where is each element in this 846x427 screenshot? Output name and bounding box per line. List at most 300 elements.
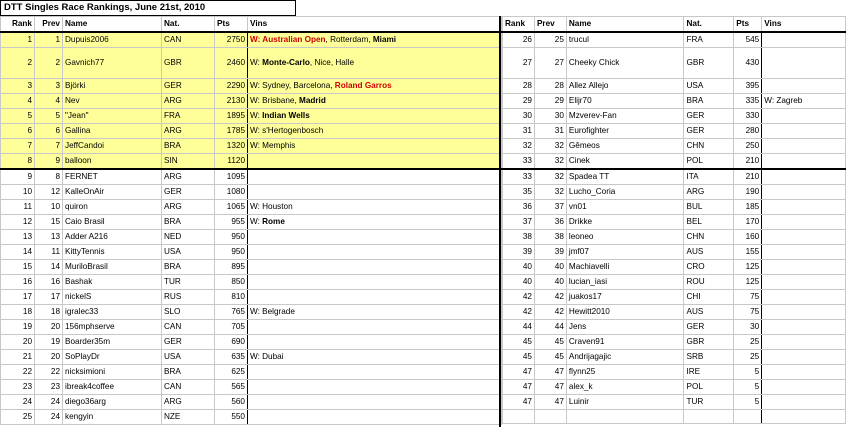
prev-cell[interactable]: 32 [534, 185, 566, 200]
nat-cell[interactable]: CRO [684, 260, 734, 275]
pts-cell[interactable]: 125 [734, 275, 762, 290]
pts-cell[interactable]: 560 [215, 395, 248, 410]
rank-cell[interactable]: 33 [503, 169, 535, 185]
nat-cell[interactable]: BUL [684, 200, 734, 215]
rank-cell[interactable]: 40 [503, 260, 535, 275]
prev-cell[interactable]: 16 [35, 275, 63, 290]
vins-cell[interactable] [248, 32, 502, 48]
nat-cell[interactable]: BRA [684, 94, 734, 109]
prev-cell[interactable]: 20 [35, 350, 63, 365]
pts-cell[interactable]: 705 [215, 320, 248, 335]
nat-cell[interactable]: GER [162, 79, 215, 94]
rank-cell[interactable]: 5 [1, 109, 35, 124]
pts-cell[interactable]: 430 [734, 48, 762, 79]
pts-cell[interactable]: 2290 [215, 79, 248, 94]
name-cell[interactable]: vn01 [566, 200, 684, 215]
vins-cell[interactable] [762, 48, 846, 79]
nat-cell[interactable]: AUS [684, 245, 734, 260]
pts-cell[interactable]: 5 [734, 365, 762, 380]
prev-cell[interactable]: 22 [35, 365, 63, 380]
vins-cell[interactable] [248, 275, 502, 290]
rank-cell[interactable]: 47 [503, 365, 535, 380]
pts-cell[interactable]: 810 [215, 290, 248, 305]
vins-cell[interactable] [762, 139, 846, 154]
pts-cell[interactable]: 335 [734, 94, 762, 109]
pts-cell[interactable]: 1065 [215, 200, 248, 215]
name-cell[interactable]: 156mphserve [63, 320, 162, 335]
rank-cell[interactable]: 38 [503, 230, 535, 245]
nat-cell[interactable]: RUS [162, 290, 215, 305]
name-cell[interactable]: Hewitt2010 [566, 305, 684, 320]
pts-cell[interactable]: 280 [734, 124, 762, 139]
nat-cell[interactable]: TUR [162, 275, 215, 290]
rank-cell[interactable]: 2 [1, 48, 35, 79]
vins-cell[interactable] [248, 109, 502, 124]
name-cell[interactable]: Drikke [566, 215, 684, 230]
nat-cell[interactable]: CHN [684, 139, 734, 154]
pts-cell[interactable]: 75 [734, 290, 762, 305]
prev-cell[interactable]: 7 [35, 139, 63, 154]
name-cell[interactable]: Gêmeos [566, 139, 684, 154]
name-cell[interactable]: lucian_iasi [566, 275, 684, 290]
rank-cell[interactable]: 19 [1, 320, 35, 335]
nat-cell[interactable]: GER [684, 124, 734, 139]
vins-cell[interactable] [762, 124, 846, 139]
rank-cell[interactable]: 47 [503, 395, 535, 410]
nat-cell[interactable]: POL [684, 380, 734, 395]
nat-cell[interactable]: ARG [162, 124, 215, 139]
prev-cell[interactable]: 15 [35, 215, 63, 230]
name-cell[interactable]: Gallina [63, 124, 162, 139]
vins-cell[interactable] [762, 395, 846, 410]
rank-cell[interactable]: 33 [503, 154, 535, 170]
prev-cell[interactable]: 24 [35, 410, 63, 425]
vins-cell[interactable] [762, 320, 846, 335]
prev-cell[interactable]: 36 [534, 215, 566, 230]
pts-cell[interactable]: 950 [215, 245, 248, 260]
vins-cell[interactable] [762, 230, 846, 245]
vins-cell[interactable] [248, 48, 502, 79]
vins-cell[interactable] [248, 335, 502, 350]
vins-cell[interactable] [762, 79, 846, 94]
name-cell[interactable]: Bashak [63, 275, 162, 290]
pts-cell[interactable]: 75 [734, 305, 762, 320]
vins-cell[interactable] [762, 109, 846, 124]
name-cell[interactable]: Caio Brasil [63, 215, 162, 230]
prev-cell[interactable]: 1 [35, 32, 63, 48]
rank-cell[interactable]: 13 [1, 230, 35, 245]
nat-cell[interactable]: USA [162, 350, 215, 365]
vins-cell[interactable] [762, 260, 846, 275]
prev-cell[interactable]: 27 [534, 48, 566, 79]
pts-cell[interactable]: 5 [734, 380, 762, 395]
name-cell[interactable]: Allez Allejo [566, 79, 684, 94]
prev-cell[interactable]: 5 [35, 109, 63, 124]
vins-cell[interactable] [248, 230, 502, 245]
pts-cell[interactable]: 5 [734, 395, 762, 410]
nat-cell[interactable]: TUR [684, 395, 734, 410]
name-cell[interactable]: Nev [63, 94, 162, 109]
nat-cell[interactable]: ARG [684, 185, 734, 200]
prev-cell[interactable]: 28 [534, 79, 566, 94]
vins-cell[interactable] [762, 350, 846, 365]
prev-cell[interactable]: 40 [534, 275, 566, 290]
rank-cell[interactable]: 45 [503, 335, 535, 350]
pts-cell[interactable]: 210 [734, 169, 762, 185]
rank-cell[interactable]: 36 [503, 200, 535, 215]
nat-cell[interactable]: USA [162, 245, 215, 260]
vins-cell[interactable] [248, 215, 502, 230]
pts-cell[interactable]: 25 [734, 335, 762, 350]
nat-cell[interactable]: CHI [684, 290, 734, 305]
prev-cell[interactable]: 39 [534, 245, 566, 260]
nat-cell[interactable]: CAN [162, 380, 215, 395]
prev-cell[interactable]: 32 [534, 169, 566, 185]
name-cell[interactable]: "Jean" [63, 109, 162, 124]
rank-cell[interactable]: 42 [503, 305, 535, 320]
prev-cell[interactable]: 4 [35, 94, 63, 109]
name-cell[interactable]: MuriloBrasil [63, 260, 162, 275]
name-cell[interactable]: quiron [63, 200, 162, 215]
pts-cell[interactable]: 955 [215, 215, 248, 230]
nat-cell[interactable]: USA [684, 79, 734, 94]
name-cell[interactable]: Luinir [566, 395, 684, 410]
nat-cell[interactable]: ARG [162, 169, 215, 185]
pts-cell[interactable]: 160 [734, 230, 762, 245]
nat-cell[interactable]: GER [162, 335, 215, 350]
vins-cell[interactable] [762, 365, 846, 380]
vins-cell[interactable] [248, 124, 502, 139]
nat-cell[interactable]: CHN [684, 230, 734, 245]
name-cell[interactable]: kengyin [63, 410, 162, 425]
rank-cell[interactable]: 6 [1, 124, 35, 139]
rank-cell[interactable]: 9 [1, 169, 35, 185]
rank-cell[interactable]: 16 [1, 275, 35, 290]
vins-cell[interactable] [762, 275, 846, 290]
prev-cell[interactable]: 45 [534, 350, 566, 365]
rank-cell[interactable]: 10 [1, 185, 35, 200]
nat-cell[interactable]: FRA [684, 32, 734, 48]
pts-cell[interactable]: 190 [734, 185, 762, 200]
rank-cell[interactable]: 26 [503, 32, 535, 48]
pts-cell[interactable]: 690 [215, 335, 248, 350]
rank-cell[interactable]: 37 [503, 215, 535, 230]
vins-cell[interactable] [248, 365, 502, 380]
pts-cell[interactable]: 1120 [215, 154, 248, 170]
prev-cell[interactable]: 6 [35, 124, 63, 139]
nat-cell[interactable]: ARG [162, 395, 215, 410]
name-cell[interactable] [566, 410, 684, 424]
rank-cell[interactable]: 3 [1, 79, 35, 94]
pts-cell[interactable]: 185 [734, 200, 762, 215]
vins-cell[interactable] [248, 290, 502, 305]
name-cell[interactable]: Andrijagajic [566, 350, 684, 365]
name-cell[interactable]: flynn25 [566, 365, 684, 380]
nat-cell[interactable]: ROU [684, 275, 734, 290]
name-cell[interactable]: balloon [63, 154, 162, 170]
rank-cell[interactable]: 8 [1, 154, 35, 170]
prev-cell[interactable]: 42 [534, 305, 566, 320]
name-cell[interactable]: KittyTennis [63, 245, 162, 260]
vins-cell[interactable] [762, 290, 846, 305]
pts-cell[interactable]: 850 [215, 275, 248, 290]
name-cell[interactable]: diego36arg [63, 395, 162, 410]
name-cell[interactable]: alex_k [566, 380, 684, 395]
rank-cell[interactable]: 30 [503, 109, 535, 124]
nat-cell[interactable]: GBR [162, 48, 215, 79]
vins-cell[interactable] [248, 139, 502, 154]
name-cell[interactable]: Elijr70 [566, 94, 684, 109]
name-cell[interactable]: Craven91 [566, 335, 684, 350]
prev-cell[interactable]: 3 [35, 79, 63, 94]
vins-cell[interactable] [762, 169, 846, 185]
rank-cell[interactable] [503, 410, 535, 424]
vins-cell[interactable] [248, 169, 502, 185]
vins-cell[interactable] [248, 380, 502, 395]
vins-cell[interactable] [762, 305, 846, 320]
rank-cell[interactable]: 23 [1, 380, 35, 395]
nat-cell[interactable]: IRE [684, 365, 734, 380]
vins-cell[interactable] [248, 410, 502, 425]
rank-cell[interactable]: 7 [1, 139, 35, 154]
prev-cell[interactable]: 19 [35, 335, 63, 350]
name-cell[interactable]: Mzverev-Fan [566, 109, 684, 124]
pts-cell[interactable]: 1080 [215, 185, 248, 200]
pts-cell[interactable]: 1785 [215, 124, 248, 139]
pts-cell[interactable]: 155 [734, 245, 762, 260]
nat-cell[interactable]: GER [684, 109, 734, 124]
pts-cell[interactable]: 395 [734, 79, 762, 94]
prev-cell[interactable]: 44 [534, 320, 566, 335]
pts-cell[interactable]: 1320 [215, 139, 248, 154]
name-cell[interactable]: KalleOnAir [63, 185, 162, 200]
pts-cell[interactable]: 2460 [215, 48, 248, 79]
rank-cell[interactable]: 32 [503, 139, 535, 154]
name-cell[interactable]: Machiavelli [566, 260, 684, 275]
vins-cell[interactable] [248, 79, 502, 94]
vins-cell[interactable] [762, 335, 846, 350]
pts-cell[interactable]: 125 [734, 260, 762, 275]
rank-cell[interactable]: 21 [1, 350, 35, 365]
pts-cell[interactable]: 625 [215, 365, 248, 380]
rank-cell[interactable]: 15 [1, 260, 35, 275]
name-cell[interactable]: juakos17 [566, 290, 684, 305]
prev-cell[interactable]: 17 [35, 290, 63, 305]
nat-cell[interactable]: GER [684, 320, 734, 335]
nat-cell[interactable]: SIN [162, 154, 215, 170]
rank-cell[interactable]: 20 [1, 335, 35, 350]
pts-cell[interactable]: 30 [734, 320, 762, 335]
prev-cell[interactable]: 32 [534, 139, 566, 154]
vins-cell[interactable] [248, 350, 502, 365]
pts-cell[interactable]: 635 [215, 350, 248, 365]
prev-cell[interactable]: 32 [534, 154, 566, 170]
name-cell[interactable]: Björki [63, 79, 162, 94]
prev-cell[interactable]: 25 [534, 32, 566, 48]
pts-cell[interactable]: 210 [734, 154, 762, 170]
prev-cell[interactable]: 29 [534, 94, 566, 109]
nat-cell[interactable]: BEL [684, 215, 734, 230]
rank-cell[interactable]: 27 [503, 48, 535, 79]
rank-cell[interactable]: 31 [503, 124, 535, 139]
prev-cell[interactable]: 18 [35, 305, 63, 320]
nat-cell[interactable]: NZE [162, 410, 215, 425]
prev-cell[interactable]: 40 [534, 260, 566, 275]
prev-cell[interactable]: 42 [534, 290, 566, 305]
pts-cell[interactable]: 950 [215, 230, 248, 245]
name-cell[interactable]: ibreak4coffee [63, 380, 162, 395]
name-cell[interactable]: Jens [566, 320, 684, 335]
pts-cell[interactable]: 765 [215, 305, 248, 320]
nat-cell[interactable]: SRB [684, 350, 734, 365]
vins-cell[interactable] [762, 380, 846, 395]
pts-cell[interactable]: 1095 [215, 169, 248, 185]
name-cell[interactable]: Eurofighter [566, 124, 684, 139]
nat-cell[interactable]: GER [162, 185, 215, 200]
vins-cell[interactable] [762, 94, 846, 109]
vins-cell[interactable] [248, 260, 502, 275]
prev-cell[interactable]: 47 [534, 380, 566, 395]
nat-cell[interactable]: CAN [162, 32, 215, 48]
nat-cell[interactable]: BRA [162, 365, 215, 380]
vins-cell[interactable] [248, 245, 502, 260]
vins-cell[interactable] [248, 305, 502, 320]
rank-cell[interactable]: 47 [503, 380, 535, 395]
name-cell[interactable]: Gavnich77 [63, 48, 162, 79]
prev-cell[interactable]: 47 [534, 395, 566, 410]
pts-cell[interactable]: 565 [215, 380, 248, 395]
nat-cell[interactable]: SLO [162, 305, 215, 320]
rank-cell[interactable]: 29 [503, 94, 535, 109]
vins-cell[interactable] [248, 94, 502, 109]
name-cell[interactable]: Lucho_Coria [566, 185, 684, 200]
prev-cell[interactable]: 30 [534, 109, 566, 124]
name-cell[interactable]: trucul [566, 32, 684, 48]
prev-cell[interactable]: 12 [35, 185, 63, 200]
nat-cell[interactable]: ARG [162, 200, 215, 215]
prev-cell[interactable]: 11 [35, 245, 63, 260]
name-cell[interactable]: SoPlayDr [63, 350, 162, 365]
vins-cell[interactable] [762, 185, 846, 200]
nat-cell[interactable]: NED [162, 230, 215, 245]
nat-cell[interactable]: POL [684, 154, 734, 170]
rank-cell[interactable]: 40 [503, 275, 535, 290]
nat-cell[interactable]: BRA [162, 215, 215, 230]
prev-cell[interactable]: 9 [35, 154, 63, 170]
vins-cell[interactable] [248, 320, 502, 335]
vins-cell[interactable] [762, 154, 846, 170]
prev-cell[interactable]: 14 [35, 260, 63, 275]
vins-cell[interactable] [762, 200, 846, 215]
rank-cell[interactable]: 35 [503, 185, 535, 200]
name-cell[interactable]: FERNET [63, 169, 162, 185]
name-cell[interactable]: Spadea TT [566, 169, 684, 185]
prev-cell[interactable]: 10 [35, 200, 63, 215]
rank-cell[interactable]: 45 [503, 350, 535, 365]
pts-cell[interactable]: 2130 [215, 94, 248, 109]
prev-cell[interactable]: 2 [35, 48, 63, 79]
nat-cell[interactable]: ARG [162, 94, 215, 109]
rank-cell[interactable]: 22 [1, 365, 35, 380]
pts-cell[interactable]: 550 [215, 410, 248, 425]
prev-cell[interactable]: 45 [534, 335, 566, 350]
name-cell[interactable]: JeffCandoi [63, 139, 162, 154]
vins-cell[interactable] [762, 32, 846, 48]
prev-cell[interactable]: 31 [534, 124, 566, 139]
prev-cell[interactable]: 24 [35, 395, 63, 410]
nat-cell[interactable]: BRA [162, 260, 215, 275]
prev-cell[interactable]: 13 [35, 230, 63, 245]
pts-cell[interactable]: 2750 [215, 32, 248, 48]
name-cell[interactable]: Adder A216 [63, 230, 162, 245]
name-cell[interactable]: Cinek [566, 154, 684, 170]
prev-cell[interactable]: 47 [534, 365, 566, 380]
vins-cell[interactable] [248, 395, 502, 410]
vins-cell[interactable] [248, 154, 502, 170]
rank-cell[interactable]: 14 [1, 245, 35, 260]
rank-cell[interactable]: 44 [503, 320, 535, 335]
vins-cell[interactable] [762, 245, 846, 260]
name-cell[interactable]: igralec33 [63, 305, 162, 320]
nat-cell[interactable] [684, 410, 734, 424]
vins-cell[interactable] [248, 185, 502, 200]
rank-cell[interactable]: 1 [1, 32, 35, 48]
name-cell[interactable]: nicksimioni [63, 365, 162, 380]
rank-cell[interactable]: 4 [1, 94, 35, 109]
nat-cell[interactable]: GBR [684, 48, 734, 79]
pts-cell[interactable]: 545 [734, 32, 762, 48]
name-cell[interactable]: leoneo [566, 230, 684, 245]
pts-cell[interactable]: 330 [734, 109, 762, 124]
name-cell[interactable]: Cheeky Chick [566, 48, 684, 79]
rank-cell[interactable]: 42 [503, 290, 535, 305]
rank-cell[interactable]: 17 [1, 290, 35, 305]
prev-cell[interactable]: 38 [534, 230, 566, 245]
name-cell[interactable]: Boarder35m [63, 335, 162, 350]
rank-cell[interactable]: 28 [503, 79, 535, 94]
name-cell[interactable]: Dupuis2006 [63, 32, 162, 48]
name-cell[interactable]: jmf07 [566, 245, 684, 260]
rank-cell[interactable]: 18 [1, 305, 35, 320]
prev-cell[interactable]: 8 [35, 169, 63, 185]
name-cell[interactable]: nickelS [63, 290, 162, 305]
nat-cell[interactable]: CAN [162, 320, 215, 335]
vins-cell[interactable] [762, 410, 846, 424]
rank-cell[interactable]: 25 [1, 410, 35, 425]
rank-cell[interactable]: 11 [1, 200, 35, 215]
pts-cell[interactable]: 250 [734, 139, 762, 154]
prev-cell[interactable]: 20 [35, 320, 63, 335]
nat-cell[interactable]: ITA [684, 169, 734, 185]
nat-cell[interactable]: GBR [684, 335, 734, 350]
pts-cell[interactable] [734, 410, 762, 424]
nat-cell[interactable]: FRA [162, 109, 215, 124]
pts-cell[interactable]: 25 [734, 350, 762, 365]
pts-cell[interactable]: 1895 [215, 109, 248, 124]
rank-cell[interactable]: 24 [1, 395, 35, 410]
nat-cell[interactable]: BRA [162, 139, 215, 154]
nat-cell[interactable]: AUS [684, 305, 734, 320]
rank-cell[interactable]: 12 [1, 215, 35, 230]
rank-cell[interactable]: 39 [503, 245, 535, 260]
prev-cell[interactable]: 23 [35, 380, 63, 395]
prev-cell[interactable]: 37 [534, 200, 566, 215]
vins-cell[interactable] [248, 200, 502, 215]
prev-cell[interactable] [534, 410, 566, 424]
vins-cell[interactable] [762, 215, 846, 230]
pts-cell[interactable]: 170 [734, 215, 762, 230]
pts-cell[interactable]: 895 [215, 260, 248, 275]
